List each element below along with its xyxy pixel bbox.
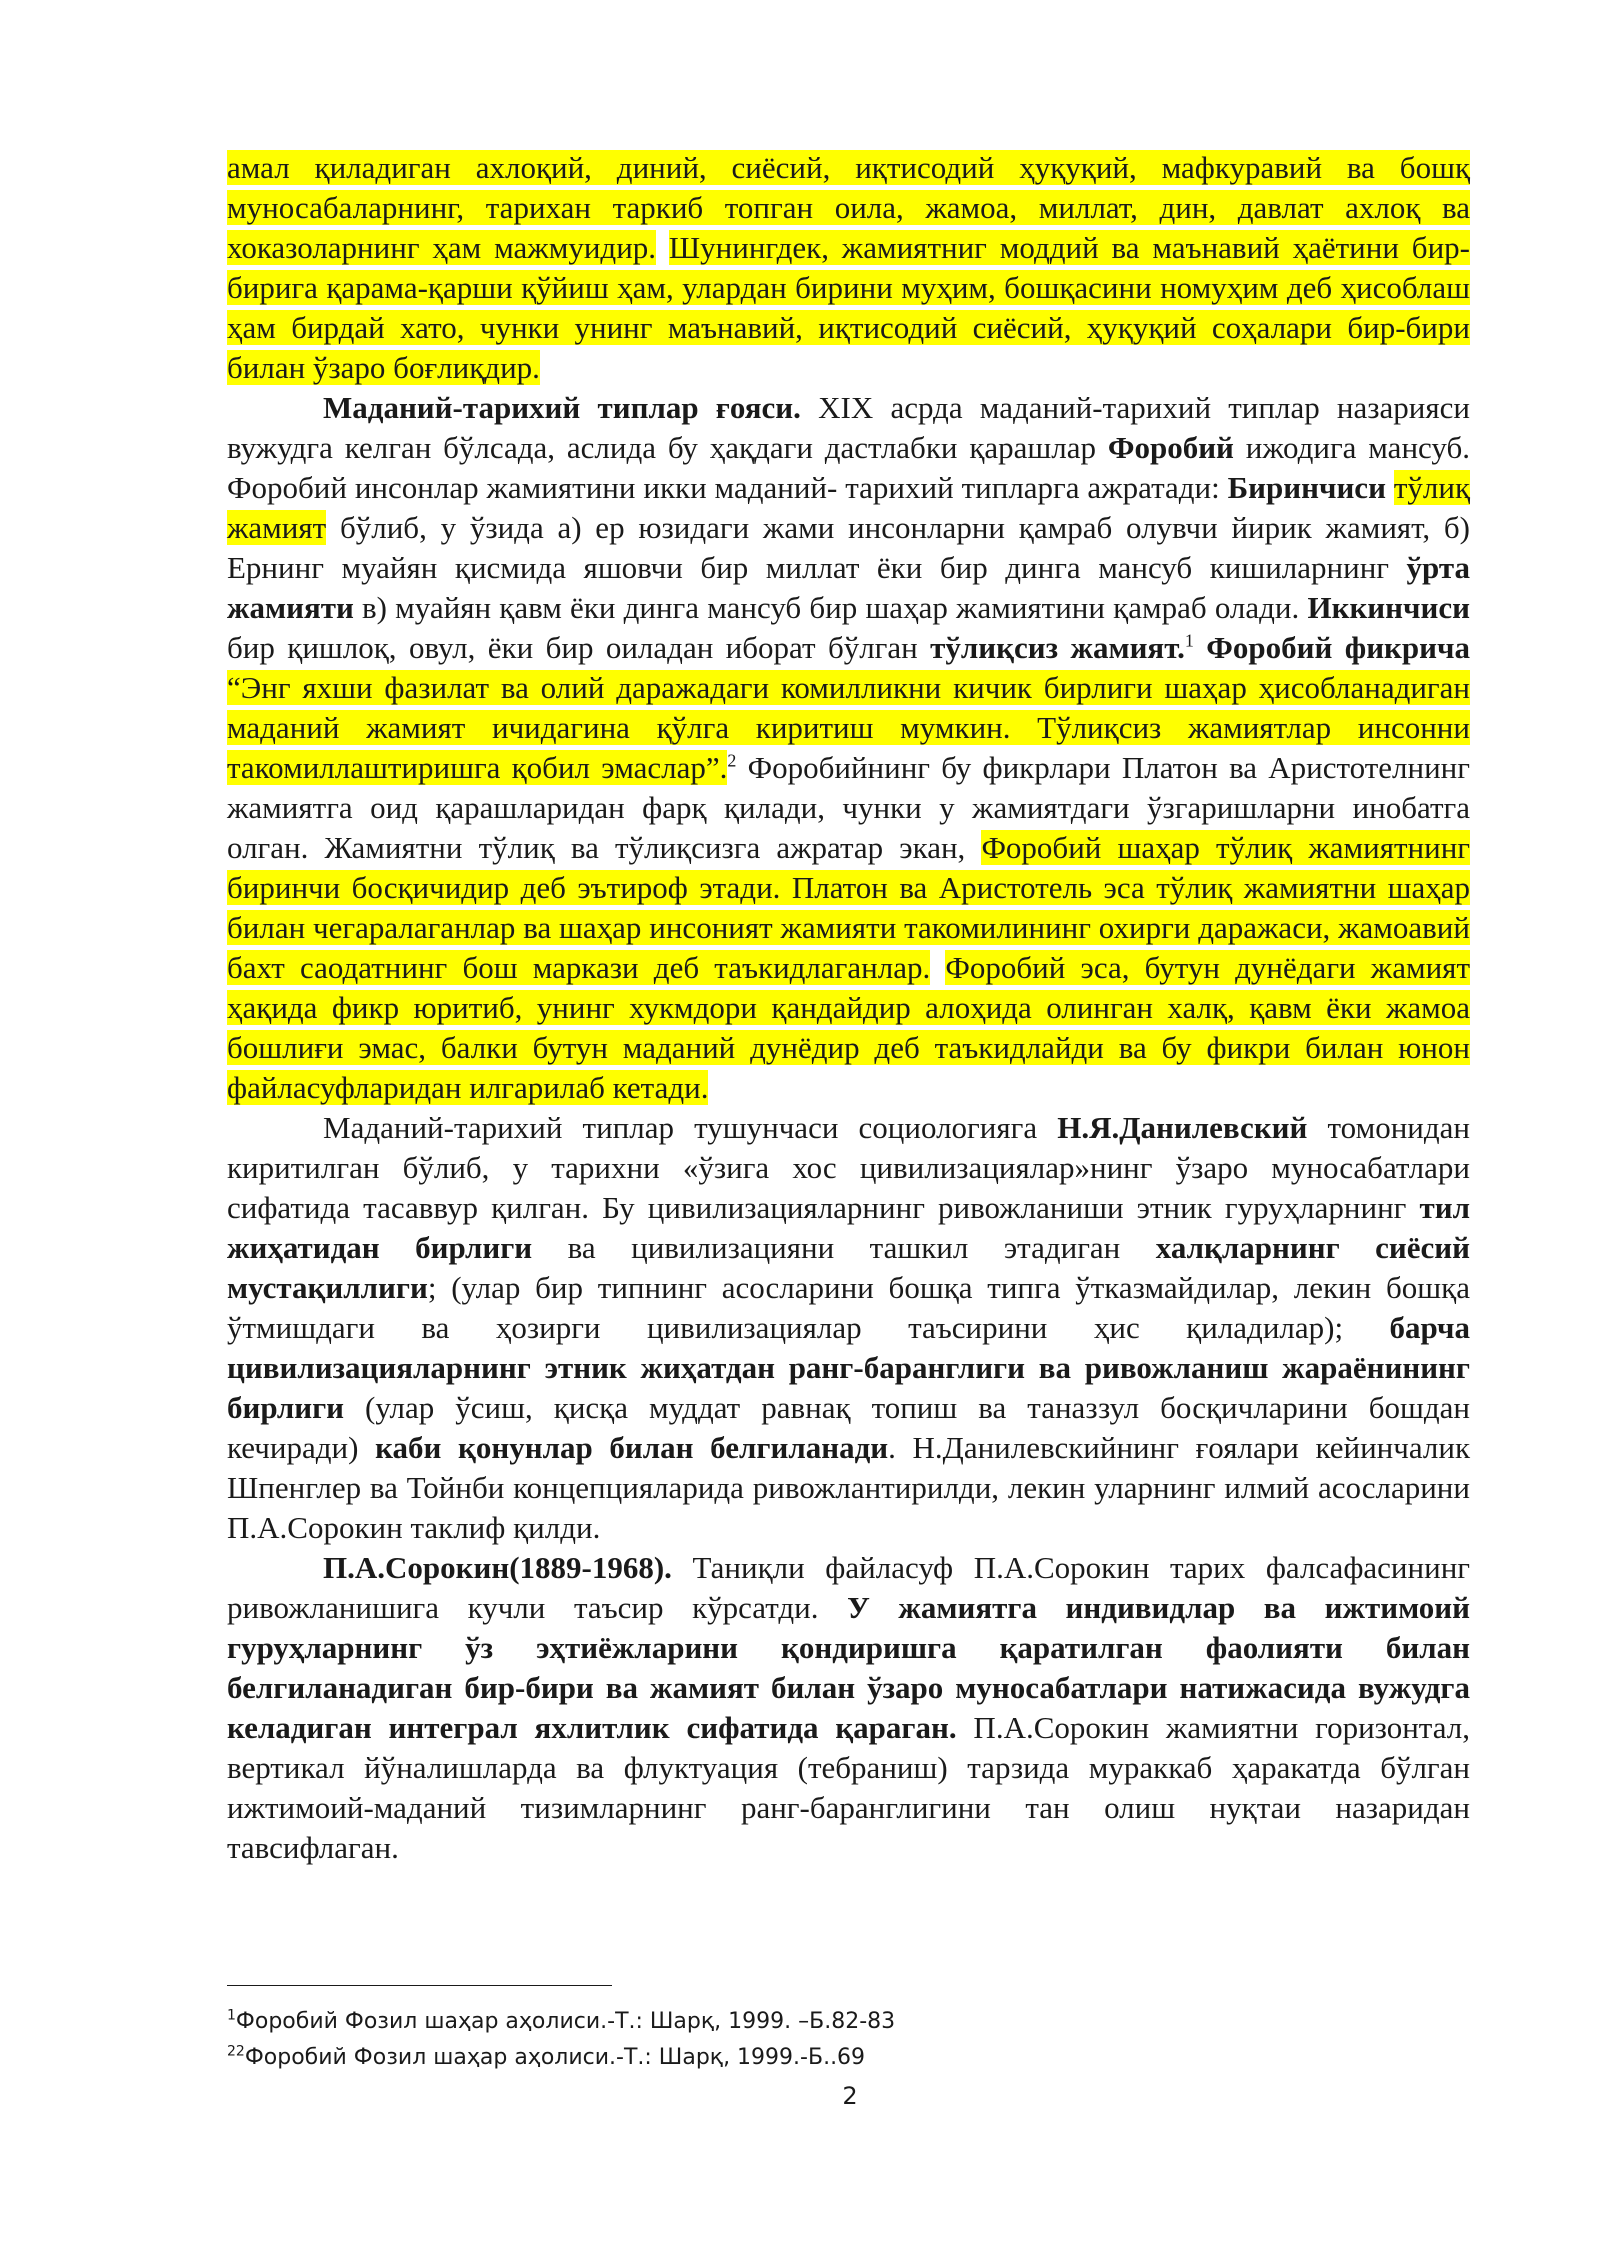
footnote-separator [227,1985,612,1986]
footnote-mark: 1 [227,2007,236,2024]
paragraph-3: Маданий-тарихий типлар тушунчаси социологияга Н.Я.Данилевский томонидан киритилган бўлиб, у тарихни «ўзига хос цивилизациялар»нинг ўзаро муносабатлари сифатида тасаввур қилган. Бу цивилизацияларнинг ривожланиши этник гуруҳларнинг тил жиҳатидан бирлиги ва цивилизацияни ташкил этадиган халқларнинг сиёсий мустақиллиги; (улар бир типнинг асосларини бошқа типга ўтказмайдилар, лекин бошқа ўтмишдаги ва ҳозирги цивилизациялар таъсирини ҳис қиладилар); барча цивилизацияларнинг этник жиҳатдан ранг-баранглиги ва ривожланиш жараёнининг бирлиги (улар ўсиш, қисқа муддат равнақ топиш ва таназзул босқичларини бошдан кечиради) каби қонунлар билан белгиланади. Н.Данилевскийнинг ғоялари кейинчалик Шпенглер ва Тойнби концепцияларида ривожлантирилди, лекин уларнинг илмий асосларини П.А.Сорокин таклиф қилди. [227,1110,1471,1545]
highlighted-text: тўлиқ жамият [227,470,1471,545]
body-text [227,148,1470,1868]
highlighted-text: “Энг яхши фазилат ва олий даражадаги комилликни кичик бирлиги шаҳар ҳисобланадиган маданий жамият ичидагина қўлга киритиш мумкин. Тўлиқсиз жамиятлар инсонни такомиллаштиришга қобил эмаслар”. [227,670,1470,785]
footnote-ref[interactable]: 2 [727,750,737,771]
paragraph-1 [227,148,1470,388]
footnote-text: Форобий Фозил шаҳар аҳолиси.-Т.: Шарқ, 1999. –Б.82-83 [235,2009,896,2034]
footnote-text: Форобий Фозил шаҳар аҳолиси.-Т.: Шарқ, 1999.-Б..69 [244,2045,866,2070]
footnotes [227,1985,1470,2076]
section-heading: Маданий-тарихий типлар ғояси. [323,390,801,425]
footnote-mark: 22 [227,2043,245,2060]
paragraph-4: П.А.Сорокин(1889-1968). Таниқли файласуф П.А.Сорокин тарих фалсафасининг ривожланишига кучли таъсир кўрсатди. У жамиятга индивидлар ва ижтимоий гуруҳларнинг ўз эҳтиёжларини қондиришга қаратилган фаолияти билан белгиланадиган бир-бири ва жамият билан ўзаро муносабатлари натижасида вужудга келадиган интеграл яхлитлик сифатида қараган. П.А.Сорокин жамиятни горизонтал, вертикал йўналишларда ва флуктуация (тебраниш) тарзида мураккаб ҳаракатда бўлган ижтимоий-маданий тизимларнинг ранг-баранглигини тан олиш нуқтаи назаридан тавсифлаган. [227,1550,1470,1865]
page-number: 2 [842,2082,858,2110]
highlighted-text: Форобий эса, бутун дунёдаги жамият ҳақида фикр юритиб, унинг хукмдори қандайдир алоҳида олинган халқ, қавм ёки жамоа бошлиғи эмас, балки бутун маданий дунёдир деб таъкидлайди ва бу фикри билан юнон файласуфларидан илгарилаб кетади. [227,950,1470,1105]
highlighted-text: Форобий шаҳар тўлиқ жамиятнинг биринчи босқичидир деб эътироф этади. Платон ва Аристотель эса тўлиқ жамиятни шаҳар билан чегаралаганлар ва шаҳар инсоният жамияти такомилининг охирги даражаси, жамоавий бахт саодатнинг бош маркази деб таъкидлаганлар. [227,830,1470,985]
paragraph-2: Маданий-тарихий типлар ғояси. XIX асрда маданий-тарихий типлар назарияси вужудга келган бўлсада, аслида бу ҳақдаги дастлабки қарашлар Форобий ижодига мансуб. Форобий инсонлар жамиятини икки маданий- тарихий типларга ажратади: Биринчиси тўлиқ жамият бўлиб, у ўзида а) ер юзидаги жами инсонларни қамраб олувчи йирик жамият, б) Ернинг муайян қисмида яшовчи бир миллат ёки бир динга мансуб кишиларнинг ўрта жамияти в) муайян қавм ёки динга мансуб бир шаҳар жамиятини қамраб олади. Иккинчиси бир қишлоқ, овул, ёки бир оиладан иборат бўлган тўлиқсиз жамият.$^1$ Форобий фикрича “Энг яхши фазилат ва олий даражадаги комилликни кичик бирлиги шаҳар ҳисобланадиган маданий жамият ичидагина қўлга киритиш мумкин. Тўлиқсиз жамиятлар инсонни такомиллаштиришга қобил эмаслар”.$^2$ Форобийнинг бу фикрлари Платон ва Аристотелнинг жамиятга оид қарашларидан фарқ қилади, чунки у жамиятдаги ўзгаришларни инобатга олган. Жамиятни тўлиқ ва тўлиқсизга ажратар экан, Форобий шаҳар тўлиқ жамиятнинг биринчи босқичидир деб эътироф этади. Платон ва Аристотель эса тўлиқ жамиятни шаҳар билан чегаралаганлар ва шаҳар инсоният жамияти такомилининг охирги даражаси, жамоавий бахт саодатнинг бош маркази деб таъкидлаганлар. Форобий эса, бутун дунёдаги жамият ҳақида фикр юритиб, унинг хукмдори қандайдир алоҳида олинган халқ, қавм ёки жамоа бошлиғи эмас, балки бутун маданий дунёдир деб таъкидлайди ва бу фикри билан юнон файласуфларидан илгарилаб кетади. [227,390,1471,1105]
highlighted-text: амал қиладиган ахлоқий, диний, сиёсий, иқтисодий ҳуқуқий, мафкуравий ва бошқ муносабаларнинг, тарихан таркиб топган оила, жамоа, миллат, дин, давлат ахлоқ ва хоказоларнинг ҳам мажмуидир. [227,150,1470,265]
section-heading: П.А.Сорокин(1889-1968). [323,1550,672,1585]
footnote-ref[interactable]: 1 [1184,630,1194,651]
footnote-1 [227,2004,1470,2040]
highlighted-text: Шунингдек, жамиятниг моддий ва маънавий ҳаётини бир-бирига қарама-қарши қўйиш ҳам, улардан бирини муҳим, бошқасини номуҳим деб ҳисоблаш ҳам бирдай хато, чунки унинг маънавий, иқтисодий сиёсий, ҳуқуқий соҳалари бир-бири билан ўзаро боғлиқдир. [227,230,1470,385]
footnote-2 [227,2040,1470,2076]
